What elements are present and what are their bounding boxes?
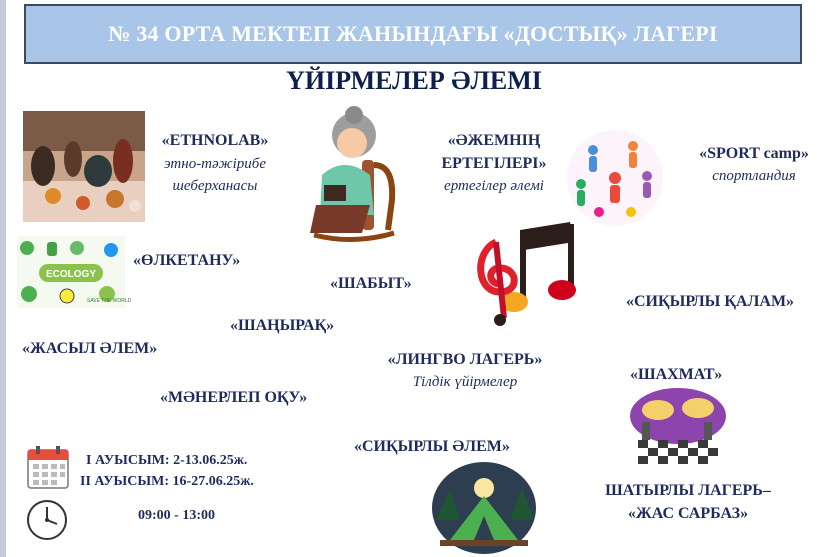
shift-1: І АУЫСЫМ: 2-13.06.25ж. <box>86 453 248 468</box>
lingvo-desc: Тілдік үйірмелер <box>412 374 518 390</box>
calendar-icon <box>26 444 70 490</box>
ethnolab-title: «ETHNOLAB» <box>161 132 269 149</box>
ecology-word: ECOLOGY <box>45 269 97 280</box>
sport-circle-icon <box>565 128 665 228</box>
ecology-subtext: SAVE THE WORLD <box>87 298 132 304</box>
sikyrly-kalam-title: «СИҚЫРЛЫ ҚАЛАМ» <box>626 293 795 310</box>
azhem-desc: ертегілер әлемі <box>444 178 544 194</box>
grandma-reading-icon <box>304 105 402 243</box>
azhem-title-1: «ӘЖЕМНІҢ <box>447 132 541 149</box>
schedule-time: 09:00 - 13:00 <box>138 508 215 523</box>
ethno-crafts-photo <box>23 111 145 222</box>
manerlep-title: «МӘНЕРЛЕП ОҚУ» <box>160 389 308 406</box>
lingvo-title: «ЛИНГВО ЛАГЕРЬ» <box>387 351 543 368</box>
shift-2: ІІ АУЫСЫМ: 16-27.06.25ж. <box>80 474 254 489</box>
tent-icon <box>430 460 538 554</box>
shabyt-title: «ШАБЫТ» <box>330 275 412 292</box>
sport-title: «SPORT camp» <box>699 145 809 162</box>
ethnolab-desc-2: шеберханасы <box>172 178 258 194</box>
banner-title: № 34 ОРТА МЕКТЕП ЖАНЫНДАҒЫ «ДОСТЫҚ» ЛАГЕРІ <box>108 21 718 46</box>
page-title: ҮЙІРМЕЛЕР ӘЛЕМІ <box>286 66 542 95</box>
clock-icon <box>25 498 69 542</box>
azhem-title-2: ЕРТЕГІЛЕРІ» <box>441 155 547 172</box>
shatyrly-title-2: «ЖАС САРБАЗ» <box>627 505 749 522</box>
ecology-icon <box>17 236 132 308</box>
zhasyl-alem-title: «ЖАСЫЛ ӘЛЕМ» <box>22 340 158 357</box>
olketanu-title: «ӨЛКЕТАНУ» <box>133 252 241 269</box>
sport-desc: спортландия <box>712 168 796 184</box>
shatyrly-title-1: ШАТЫРЛЫ ЛАГЕРЬ– <box>605 482 771 499</box>
ethnolab-desc-1: этно-тәжірибе <box>164 156 266 172</box>
chess-icon <box>628 388 728 472</box>
music-notes-icon <box>470 222 578 326</box>
sikyrly-alem-title: «СИҚЫРЛЫ ӘЛЕМ» <box>354 438 510 455</box>
header-banner <box>24 4 802 64</box>
shakhmat-title: «ШАХМАТ» <box>630 366 723 383</box>
shanyrak-title: «ШАҢЫРАҚ» <box>230 317 335 334</box>
